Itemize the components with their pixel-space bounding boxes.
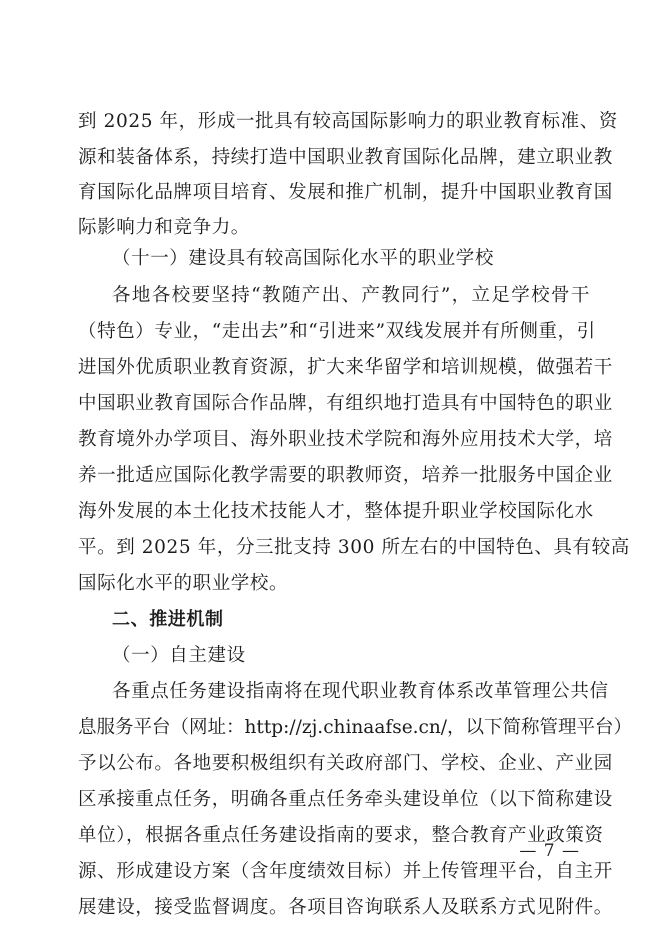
body-line-17: 各重点任务建设指南将在现代职业教育体系改革管理公共信 (112, 681, 609, 702)
body-line-3: 育国际化品牌项目培育、发展和推广机制，提升中国职业教育国 (78, 182, 613, 203)
body-line-6: 各地各校要坚持“教随产出、产教同行”，立足学校骨干 (112, 285, 590, 306)
body-line-14: 国际化水平的职业学校。 (78, 573, 289, 594)
section-heading-2: 二、推进机制 (112, 609, 224, 630)
page-number: — 7 — (519, 841, 580, 861)
body-line-2: 源和装备体系，持续打造中国职业教育国际化品牌，建立职业教 (78, 147, 613, 168)
subsection-heading-1: （一）自主建设 (112, 645, 246, 666)
body-line-23: 展建设，接受监督调度。各项目咨询联系人及联系方式见附件。 (78, 897, 613, 918)
body-line-19: 予以公布。各地要积极组织有关政府部门、学校、企业、产业园 (78, 753, 613, 774)
body-line-8: 进国外优质职业教育资源，扩大来华留学和培训规模，做强若干 (78, 357, 613, 378)
body-line-12: 海外发展的本土化技术技能人才，整体提升职业学校国际化水 (78, 501, 594, 522)
body-line-7: （特色）专业，“走出去”和“引进来”双线发展并有所侧重，引 (78, 321, 596, 342)
body-line-4: 际影响力和竞争力。 (78, 217, 250, 238)
subsection-heading-11: （十一）建设具有较高国际化水平的职业学校 (112, 248, 495, 269)
body-line-21: 单位），根据各重点任务建设指南的要求，整合教育产业政策资 (78, 825, 604, 846)
body-line-9: 中国职业教育国际合作品牌，有组织地打造具有中国特色的职业 (78, 393, 613, 414)
body-line-22: 源、形成建设方案（含年度绩效目标）并上传管理平台，自主开 (78, 861, 613, 882)
body-line-1: 到 2025 年，形成一批具有较高国际影响力的职业教育标准、资 (78, 111, 618, 132)
body-line-10: 教育境外办学项目、海外职业技术学院和海外应用技术大学，培 (78, 429, 613, 450)
body-line-20: 区承接重点任务，明确各重点任务牵头建设单位（以下简称建设 (78, 789, 613, 810)
body-line-13: 平。到 2025 年，分三批支持 300 所左右的中国特色、具有较高 (78, 537, 630, 558)
body-line-18: 息服务平台（网址：http://zj.chinaafse.cn/，以下简称管理平台） (78, 717, 633, 738)
body-line-11: 养一批适应国际化教学需要的职教师资，培养一批服务中国企业 (78, 465, 613, 486)
